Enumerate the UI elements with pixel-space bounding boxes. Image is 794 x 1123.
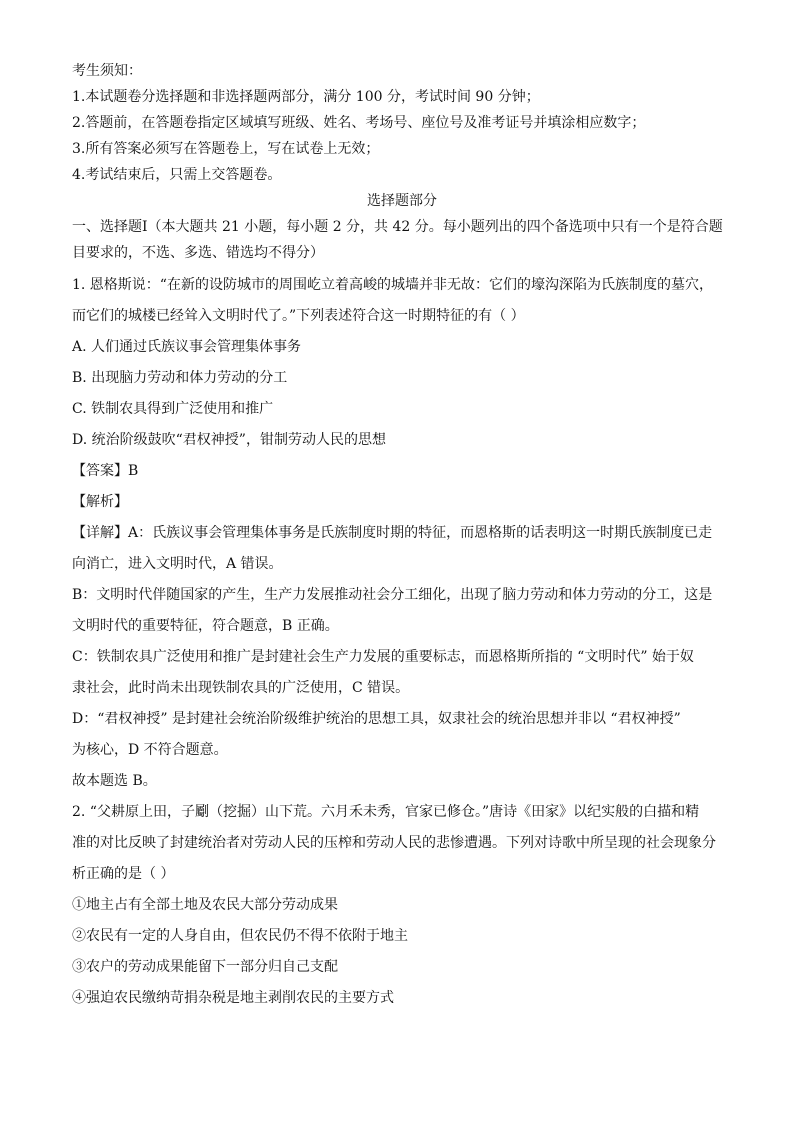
question-2 [72, 797, 732, 1014]
q1-detail-line-4: 文明时代的重要特征，符合题意，B 正确。 [72, 618, 339, 634]
exam-notice [72, 58, 732, 188]
notice-item-2: 2.答题前，在答题卷指定区域填写班级、姓名、考场号、座位号及准考证号并填涂相应数字； [72, 115, 646, 131]
q2-stem-line-2: 准的对比反映了封建统治者对劳动人民的压榨和劳动人民的悲惨遭遇。下列对诗歌中所呈现的社会现象分 [72, 835, 716, 851]
q1-detail-line-3: B：文明时代伴随国家的产生，生产力发展推动社会分工细化，出现了脑力劳动和体力劳动的分工，这是 [72, 587, 713, 603]
notice-item-4: 4.考试结束后，只需上交答题卷。 [72, 167, 282, 183]
q1-stem-line-1: 1. 恩格斯说：“在新的设防城市的周围屹立着高峻的城墙并非无故：它们的壕沟深陷为氏族制度的墓穴， [72, 277, 713, 293]
q1-detail-line-1: 【详解】A：氏族议事会管理集体事务是氏族制度时期的特征，而恩格斯的话表明这一时期氏族制度已走 [72, 525, 713, 541]
q1-option-b: B. 出现脑力劳动和体力劳动的分工 [72, 370, 288, 386]
notice-item-3: 3.所有答案必须写在答题卷上，写在试卷上无效； [72, 141, 380, 157]
q2-statement-3: ③农户的劳动成果能留下一部分归自己支配 [72, 959, 338, 975]
section-title: 选择题部分 [367, 193, 437, 209]
q1-detail-line-8: 为核心，D 不符合题意。 [72, 742, 228, 758]
q2-stem-line-3: 析正确的是（ ） [72, 866, 175, 882]
section-instruction-line-1: 一、选择题Ⅰ（本大题共 21 小题，每小题 2 分，共 42 分。每小题列出的四个备选项中只有一个是符合题 [72, 219, 723, 235]
q2-statement-1: ①地主占有全部土地及农民大部分劳动成果 [72, 897, 338, 913]
q1-option-a: A. 人们通过氏族议事会管理集体事务 [72, 339, 302, 355]
q1-detail-line-5: C：铁制农具广泛使用和推广是封建社会生产力发展的重要标志，而恩格斯所指的 “文明时代” 始于奴 [72, 649, 694, 665]
q1-option-d: D. 统治阶级鼓吹“君权神授”，钳制劳动人民的思想 [72, 432, 386, 448]
q1-option-c: C. 铁制农具得到广泛使用和推广 [72, 401, 274, 417]
q1-answer: 【答案】B [72, 463, 139, 479]
q1-analysis-label: 【解析】 [72, 494, 128, 510]
exam-page [72, 58, 732, 1014]
notice-item-1: 1.本试题卷分选择题和非选择题两部分，满分 100 分，考试时间 90 分钟； [72, 89, 540, 105]
notice-title: 考生须知： [72, 63, 142, 79]
q2-statement-2: ②农民有一定的人身自由，但农民仍不得不依附于地主 [72, 928, 408, 944]
q1-detail-line-2: 向消亡，进入文明时代，A 错误。 [72, 556, 283, 572]
q2-stem-line-1: 2. “父耕原上田，子劚（挖掘）山下荒。六月禾未秀，官家已修仓。”唐诗《田家》以纪实般的白描和精 [72, 804, 700, 820]
q1-stem-line-2: 而它们的城楼已经耸入文明时代了。”下列表述符合这一时期特征的有（ ） [72, 308, 525, 324]
choice-section [72, 188, 732, 266]
section-instruction-line-2: 目要求的，不选、多选、错选均不得分） [72, 245, 324, 261]
q1-detail-line-7: D：“君权神授” 是封建社会统治阶级维护统治的思想工具，奴隶社会的统治思想并非以 “君权神授” [72, 711, 681, 727]
q1-detail-line-6: 隶社会，此时尚未出现铁制农具的广泛使用，C 错误。 [72, 680, 410, 696]
question-1 [72, 270, 732, 797]
q1-conclusion: 故本题选 B。 [72, 773, 157, 789]
q2-statement-4: ④强迫农民缴纳苛捐杂税是地主剥削农民的主要方式 [72, 990, 394, 1006]
